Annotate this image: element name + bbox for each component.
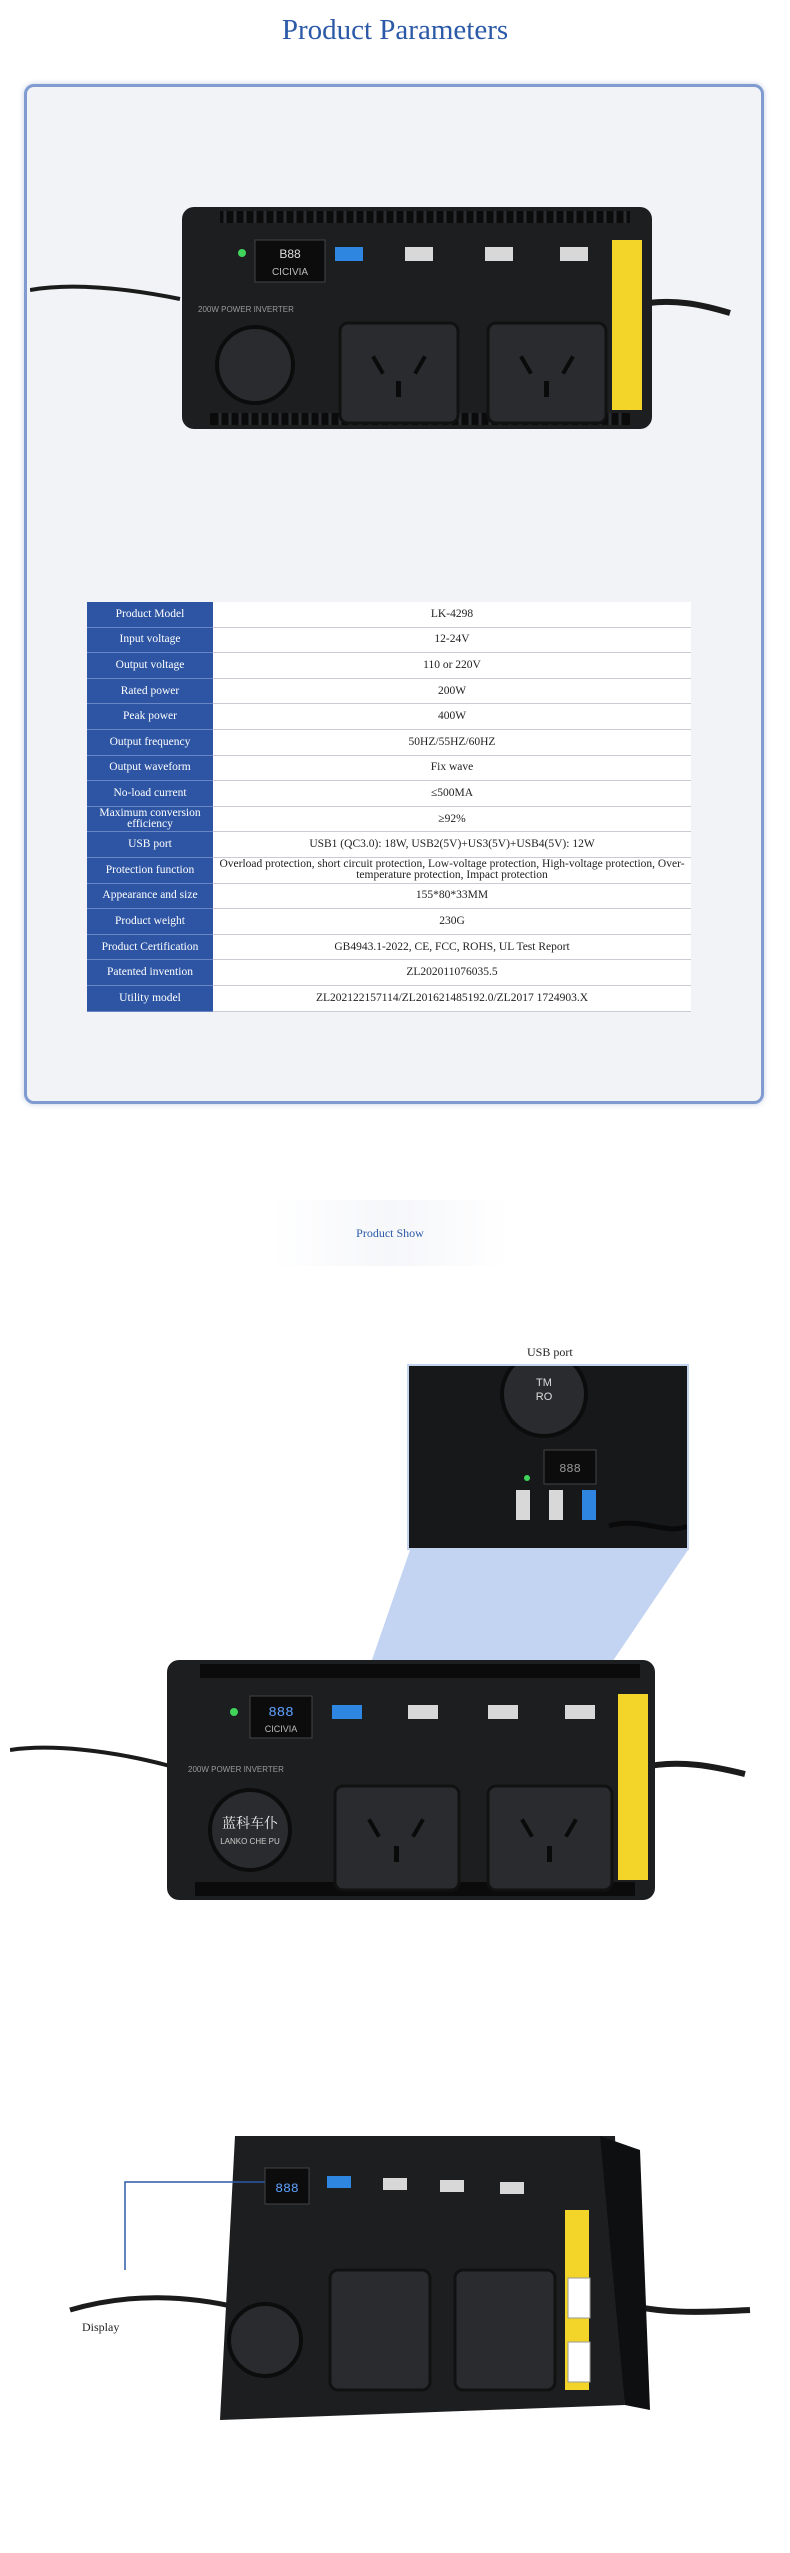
ac-outlet-left (330, 2270, 430, 2390)
table-row (87, 781, 691, 807)
power-cord (10, 1748, 170, 1766)
spec-label: Peak power (87, 704, 213, 730)
spec-label: Product Certification (87, 934, 213, 960)
display-digits: B88 (279, 247, 301, 261)
ac-outlet-right (488, 323, 606, 423)
spec-value: ZL202122157114/ZL201621485192.0/ZL2017 1724903.X (213, 985, 691, 1011)
warning-label (612, 240, 642, 410)
spec-label: Product weight (87, 909, 213, 935)
cigarette-socket (217, 327, 293, 403)
display-digits: 888 (275, 2181, 299, 2196)
table-row (87, 985, 691, 1011)
usb-port-3 (485, 247, 513, 261)
spec-value: Fix wave (213, 755, 691, 781)
spec-value: 200W (213, 678, 691, 704)
table-row (87, 934, 691, 960)
side-text: 200W POWER INVERTER (188, 1765, 284, 1774)
power-switch (568, 2278, 590, 2318)
usb-port-qc (327, 2176, 351, 2188)
usb-port-3 (440, 2180, 464, 2192)
usb-port-2 (405, 247, 433, 261)
power-led (524, 1475, 530, 1481)
table-row (87, 755, 691, 781)
spec-value: 110 or 220V (213, 653, 691, 679)
spec-label: Input voltage (87, 627, 213, 653)
spec-value: 12-24V (213, 627, 691, 653)
spec-value: ≤500MA (213, 781, 691, 807)
power-led (238, 249, 246, 257)
brand-text: CICIVIA (271, 267, 309, 278)
usb-port-qc (582, 1490, 596, 1520)
spec-label: Appearance and size (87, 883, 213, 909)
ac-outlet-left (340, 323, 458, 423)
power-cord (70, 2298, 240, 2310)
usb-port (549, 1490, 563, 1520)
badge-text-1: TM (536, 1377, 552, 1389)
table-row (87, 627, 691, 653)
spec-label: Patented invention (87, 960, 213, 986)
warning-label (618, 1694, 648, 1880)
spec-label: Output frequency (87, 729, 213, 755)
inverter-front-image (30, 195, 750, 455)
table-row (87, 602, 691, 627)
spec-label: Rated power (87, 678, 213, 704)
table-row (87, 729, 691, 755)
power-cord-right (640, 1764, 745, 1774)
usb-port-qc (335, 247, 363, 261)
cigarette-socket (229, 2304, 301, 2376)
usb-port-qc (332, 1705, 362, 1719)
spec-label: Product Model (87, 602, 213, 627)
spec-value: ≥92% (213, 806, 691, 832)
usb-port-4 (565, 1705, 595, 1719)
power-cord (30, 287, 180, 299)
power-switch-2 (568, 2342, 590, 2382)
inverter-angled-image (40, 2120, 760, 2450)
usb-port-4 (500, 2182, 524, 2194)
spec-value: 50HZ/55HZ/60HZ (213, 729, 691, 755)
spec-value: 155*80*33MM (213, 883, 691, 909)
spec-label: USB port (87, 832, 213, 858)
badge-text-2: RO (535, 1391, 553, 1403)
spec-label: Maximum conversion efficiency (87, 806, 213, 832)
page-title: Product Parameters (281, 14, 509, 46)
spec-table (87, 602, 691, 1012)
table-row (87, 678, 691, 704)
table-row (87, 806, 691, 832)
table-row (87, 883, 691, 909)
spec-value: 400W (213, 704, 691, 730)
spec-value: Overload protection, short circuit protection, Low-voltage protection, High-voltage protection, Over-temperature protection, Impact protection (213, 857, 691, 883)
spec-value: GB4943.1-2022, CE, FCC, ROHS, UL Test Report (213, 934, 691, 960)
usb-port-3 (488, 1705, 518, 1719)
display-label: Display (82, 2320, 120, 2334)
ac-outlet-right (488, 1786, 612, 1890)
table-row (87, 909, 691, 935)
power-led (230, 1708, 238, 1716)
usb-port-label: USB port (527, 1345, 573, 1359)
table-row (87, 653, 691, 679)
product-show-title: Product Show (270, 1200, 510, 1266)
table-row (87, 857, 691, 883)
logo-en: LANKO CHE PU (220, 1837, 280, 1846)
brand-text: CICIVIA (264, 1724, 298, 1734)
spec-label: Output voltage (87, 653, 213, 679)
table-row (87, 704, 691, 730)
usb-port-4 (560, 247, 588, 261)
spec-label: Utility model (87, 985, 213, 1011)
display-digits: 888 (559, 1462, 581, 1476)
spec-value: LK-4298 (213, 602, 691, 627)
logo-cn: 蓝科车仆 (222, 1816, 278, 1832)
display-digits: 888 (268, 1705, 294, 1721)
spec-value: 230G (213, 909, 691, 935)
inverter-front-image-2 (10, 1650, 750, 1910)
ac-outlet-left (335, 1786, 459, 1890)
usb-port (516, 1490, 530, 1520)
table-row (87, 960, 691, 986)
usb-zoom-image (409, 1366, 687, 1548)
ac-outlet-right (455, 2270, 555, 2390)
side-text: 200W POWER INVERTER (198, 305, 294, 314)
spec-label: Protection function (87, 857, 213, 883)
spec-label: No-load current (87, 781, 213, 807)
spec-value: ZL202011076035.5 (213, 960, 691, 986)
spec-label: Output waveform (87, 755, 213, 781)
spec-value: USB1 (QC3.0): 18W, USB2(5V)+US3(5V)+USB4(5V): 12W (213, 832, 691, 858)
usb-port-2 (408, 1705, 438, 1719)
table-row (87, 832, 691, 858)
usb-port-2 (383, 2178, 407, 2190)
usb-zoom-frame (407, 1364, 689, 1550)
